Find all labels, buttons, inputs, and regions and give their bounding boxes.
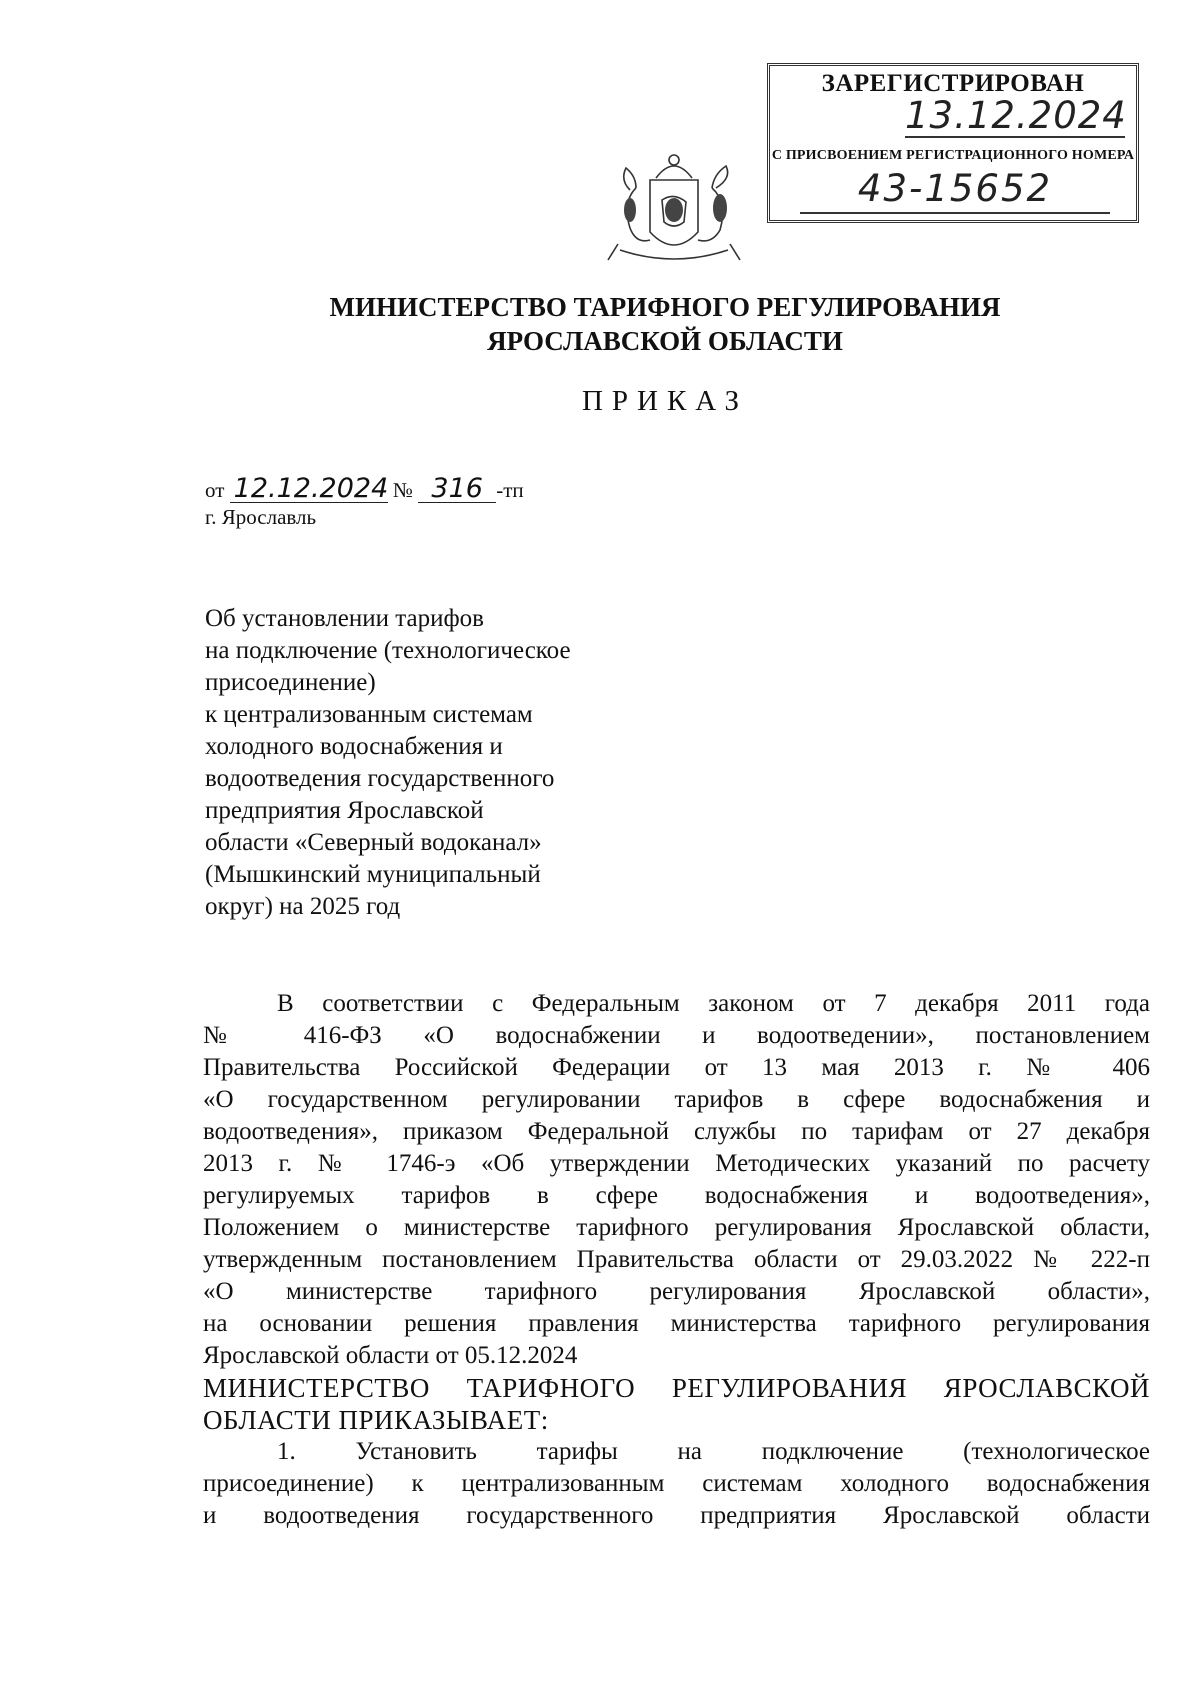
preamble-line: «О министерстве тарифного регулирования Ярославской области», [203, 1278, 1150, 1305]
order-phrase-line: ОБЛАСТИ ПРИКАЗЫВАЕТ: [203, 1405, 549, 1435]
preamble-line: В соответствии с Федеральным законом от 7 декабря 2011 года [277, 990, 1150, 1017]
subject-line: к централизованным системам [205, 701, 533, 728]
order-date: 12.12.2024 [230, 476, 388, 503]
ministry-heading-line-1: МИНИСТЕРСТВО ТАРИФНОГО РЕГУЛИРОВАНИЯ [329, 292, 1001, 322]
subject-line: предприятия Ярославской [205, 797, 484, 824]
preamble-line: № 416-ФЗ «О водоснабжении и водоотведении», постановлением [203, 1022, 1150, 1049]
item-line: и водоотведения государственного предприятия Ярославской области [203, 1502, 1150, 1529]
preamble-line: 2013 г. № 1746-э «Об утверждении Методических указаний по расчету [203, 1150, 1150, 1177]
preamble-line: Правительства Российской Федерации от 13 мая 2013 г. № 406 [203, 1054, 1150, 1081]
number-label: № [392, 478, 413, 502]
order-phrase-line: МИНИСТЕРСТВО ТАРИФНОГО РЕГУЛИРОВАНИЯ ЯРОСЛАВСКОЙ [203, 1373, 1150, 1403]
subject-line: Об установлении тарифов [205, 605, 484, 632]
preamble-line: Ярославской области от 05.12.2024 [203, 1342, 578, 1369]
preamble-line: регулируемых тарифов в сфере водоснабжения и водоотведения», [203, 1182, 1150, 1209]
stamp-subtitle: С ПРИСВОЕНИЕМ РЕГИСТРАЦИОННОГО НОМЕРА [771, 148, 1135, 163]
preamble-line: водоотведения», приказом Федеральной службы по тарифам от 27 декабря [203, 1118, 1150, 1145]
item-line: 1. Установить тарифы на подключение (технологическое [277, 1438, 1150, 1465]
stamp-title: ЗАРЕГИСТРИРОВАН [821, 70, 1085, 97]
preamble-paragraph [203, 988, 1150, 1372]
subject-line: области «Северный водоканал» [205, 829, 542, 856]
subject-line: на подключение (технологическое [205, 637, 571, 664]
order-subject [205, 603, 655, 923]
order-item-1 [203, 1436, 1150, 1532]
subject-line: водоотведения государственного [205, 765, 555, 792]
from-label: от [205, 478, 225, 502]
preamble-line: «О государственном регулировании тарифов в сфере водоснабжения и [203, 1086, 1150, 1113]
order-phrase [203, 1372, 1150, 1436]
stamp-registration-number: 43-15652 [800, 166, 1110, 214]
registration-stamp [767, 63, 1139, 223]
order-city: г. Ярославль [205, 505, 317, 529]
coat-of-arms-icon [600, 140, 748, 272]
subject-line: холодного водоснабжения и [205, 733, 503, 760]
preamble-line: Положением о министерстве тарифного регулирования Ярославской области, [203, 1214, 1150, 1241]
order-body [203, 988, 1150, 1532]
subject-line: присоединение) [205, 669, 376, 696]
item-line: присоединение) к централизованным системам холодного водоснабжения [203, 1470, 1150, 1497]
stamp-date: 13.12.2024 [905, 94, 1127, 137]
ministry-heading [200, 290, 1130, 358]
order-number: 316 [418, 476, 496, 503]
subject-line: округ) на 2025 год [205, 893, 401, 920]
preamble-line: утвержденным постановлением Правительства области от 29.03.2022 № 222-п [203, 1246, 1150, 1273]
subject-line: (Мышкинский муниципальный [205, 861, 541, 888]
ministry-heading-line-2: ЯРОСЛАВСКОЙ ОБЛАСТИ [487, 326, 843, 356]
document-type-title: ПРИКАЗ [581, 385, 749, 417]
preamble-line: на основании решения правления министерства тарифного регулирования [203, 1310, 1150, 1337]
order-date-number-line [205, 475, 524, 505]
order-number-suffix: -тп [496, 478, 524, 502]
